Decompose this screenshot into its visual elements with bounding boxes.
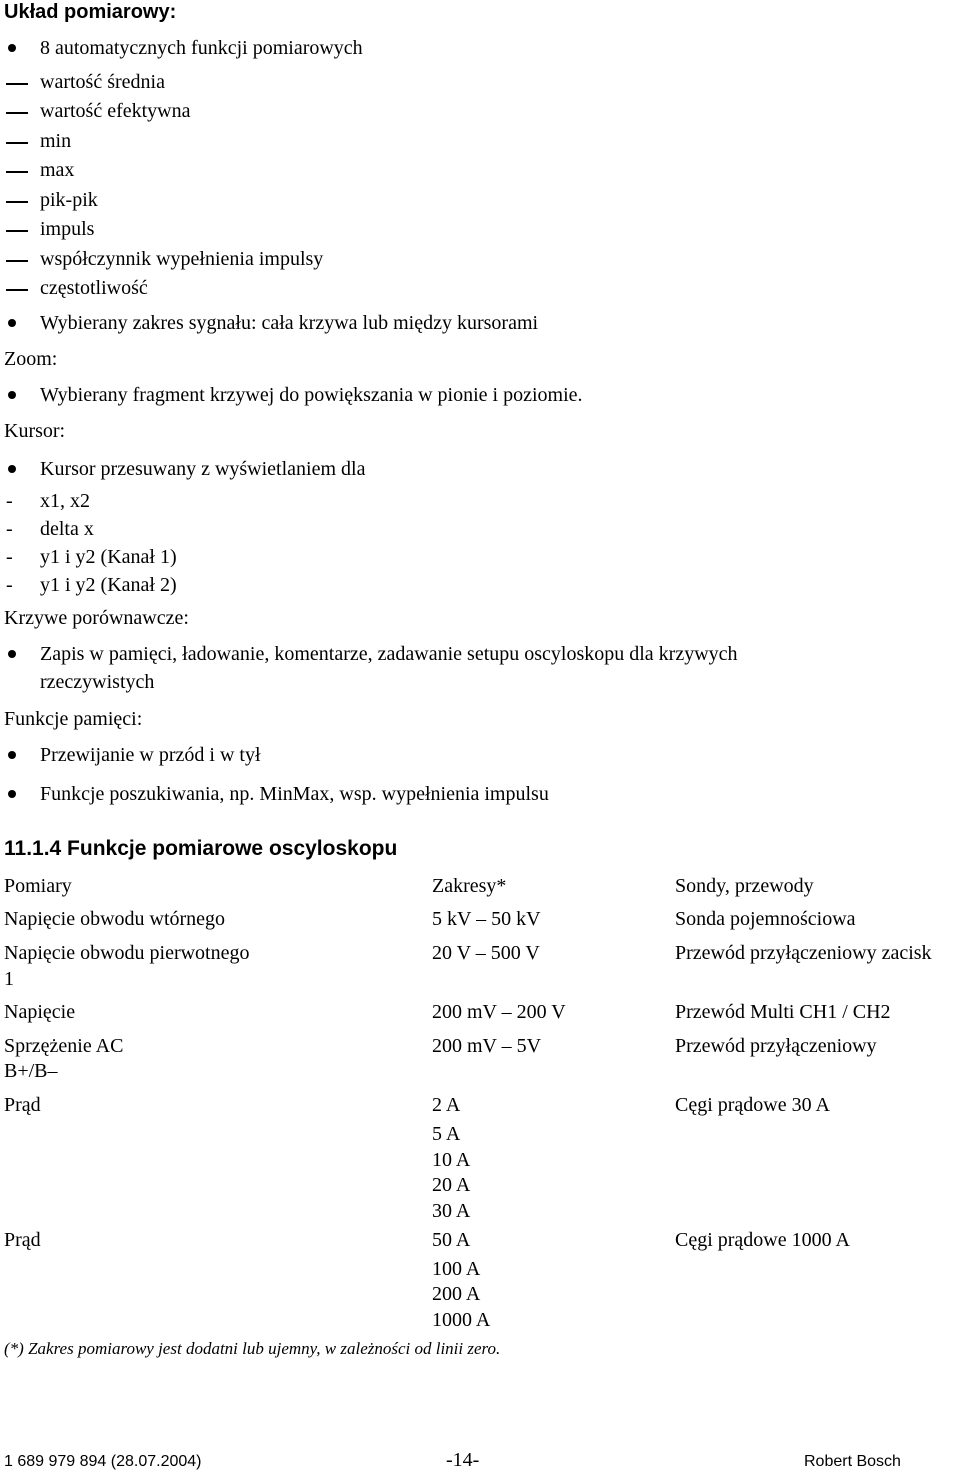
table-header-sondy: Sondy, przewody: [675, 875, 814, 897]
table-header-pomiary: Pomiary: [4, 875, 72, 897]
table-cell: Napięcie obwodu pierwotnego: [4, 942, 250, 964]
bullet-icon: [8, 650, 16, 658]
list-item: Wybierany fragment krzywej do powiększania w pionie i poziomie.: [40, 384, 583, 406]
footer-docnum: 1 689 979 894 (28.07.2004): [4, 1453, 202, 1470]
table-cell: Napięcie obwodu wtórnego: [4, 908, 226, 930]
list-item: wartość efektywna: [40, 100, 191, 122]
table-cell: Sprzężenie AC: [4, 1035, 124, 1057]
list-item: wartość średnia: [40, 71, 165, 93]
list-item: Przewijanie w przód i w tył: [40, 744, 261, 766]
list-item: impuls: [40, 218, 95, 240]
table-cell: 200 A: [432, 1283, 481, 1305]
table-header-zakresy: Zakresy*: [432, 875, 507, 897]
table-cell: Przewód przyłączeniowy: [675, 1035, 877, 1057]
table-cell: 10 A: [432, 1149, 471, 1171]
table-cell: 50 A: [432, 1229, 471, 1251]
list-item: max: [40, 159, 75, 181]
table-cell: 5 kV – 50 kV: [432, 908, 541, 930]
table-cell: Cęgi prądowe 30 A: [675, 1094, 830, 1116]
list-item: Funkcje poszukiwania, np. MinMax, wsp. wypełnienia impulsu: [40, 783, 549, 805]
bullet-icon: [8, 465, 16, 473]
footer-company: Robert Bosch: [804, 1453, 901, 1470]
dash-icon: [6, 201, 28, 203]
list-item: y1 i y2 (Kanał 1): [40, 546, 177, 568]
table-cell: 20 V – 500 V: [432, 942, 540, 964]
list-item: Kursor przesuwany z wyświetlaniem dla: [40, 458, 366, 480]
table-cell: Prąd: [4, 1229, 41, 1251]
table-cell: 30 A: [432, 1200, 471, 1222]
list-item: delta x: [40, 518, 94, 540]
heading-kursor: Kursor:: [4, 420, 66, 442]
list-item: Zapis w pamięci, ładowanie, komentarze, zadawanie setupu oscyloskopu dla krzywych: [40, 643, 738, 665]
table-cell: 200 mV – 200 V: [432, 1001, 566, 1023]
bullet-icon: [8, 44, 16, 52]
dash-marker: -: [6, 518, 13, 540]
list-item: min: [40, 130, 72, 152]
list-item: y1 i y2 (Kanał 2): [40, 574, 177, 596]
dash-icon: [6, 142, 28, 144]
dash-icon: [6, 112, 28, 114]
heading-funkcje-pamieci: Funkcje pamięci:: [4, 708, 143, 730]
dash-icon: [6, 289, 28, 291]
table-cell: 5 A: [432, 1123, 461, 1145]
heading-krzywe: Krzywe porównawcze:: [4, 607, 189, 629]
table-cell: 1000 A: [432, 1309, 491, 1331]
list-item: współczynnik wypełnienia impulsy: [40, 248, 324, 270]
bullet-icon: [8, 751, 16, 759]
table-cell: 100 A: [432, 1258, 481, 1280]
dash-icon: [6, 230, 28, 232]
table-cell: Sonda pojemnościowa: [675, 908, 856, 930]
table-cell: 20 A: [432, 1174, 471, 1196]
list-item: Wybierany zakres sygnału: cała krzywa lub między kursorami: [40, 312, 539, 334]
dash-icon: [6, 171, 28, 173]
list-item: częstotliwość: [40, 277, 148, 299]
section-title: 11.1.4 Funkcje pomiarowe oscyloskopu: [4, 837, 398, 860]
list-item-continuation: rzeczywistych: [40, 671, 155, 693]
bullet-icon: [8, 790, 16, 798]
dash-icon: [6, 83, 28, 85]
bullet-icon: [8, 319, 16, 327]
list-item: x1, x2: [40, 490, 90, 512]
list-item: 8 automatycznych funkcji pomiarowych: [40, 37, 363, 59]
heading-zoom: Zoom:: [4, 348, 58, 370]
table-cell: Przewód Multi CH1 / CH2: [675, 1001, 891, 1023]
table-cell: 2 A: [432, 1094, 461, 1116]
table-cell: 200 mV – 5V: [432, 1035, 542, 1057]
footer-page-number: -14-: [446, 1449, 480, 1471]
dash-marker: -: [6, 574, 13, 596]
table-cell: 1: [4, 968, 14, 990]
dash-marker: -: [6, 490, 13, 512]
table-footnote: (*) Zakres pomiarowy jest dodatni lub ujemny, w zależności od linii zero.: [4, 1339, 501, 1358]
table-cell: Napięcie: [4, 1001, 76, 1023]
dash-icon: [6, 260, 28, 262]
table-cell: Cęgi prądowe 1000 A: [675, 1229, 850, 1251]
table-cell: Przewód przyłączeniowy zacisk: [675, 942, 932, 964]
list-item: pik-pik: [40, 189, 98, 211]
table-cell: B+/B–: [4, 1060, 58, 1082]
bullet-icon: [8, 391, 16, 399]
heading-uklad-pomiarowy: Układ pomiarowy:: [4, 1, 177, 23]
dash-marker: -: [6, 546, 13, 568]
table-cell: Prąd: [4, 1094, 41, 1116]
